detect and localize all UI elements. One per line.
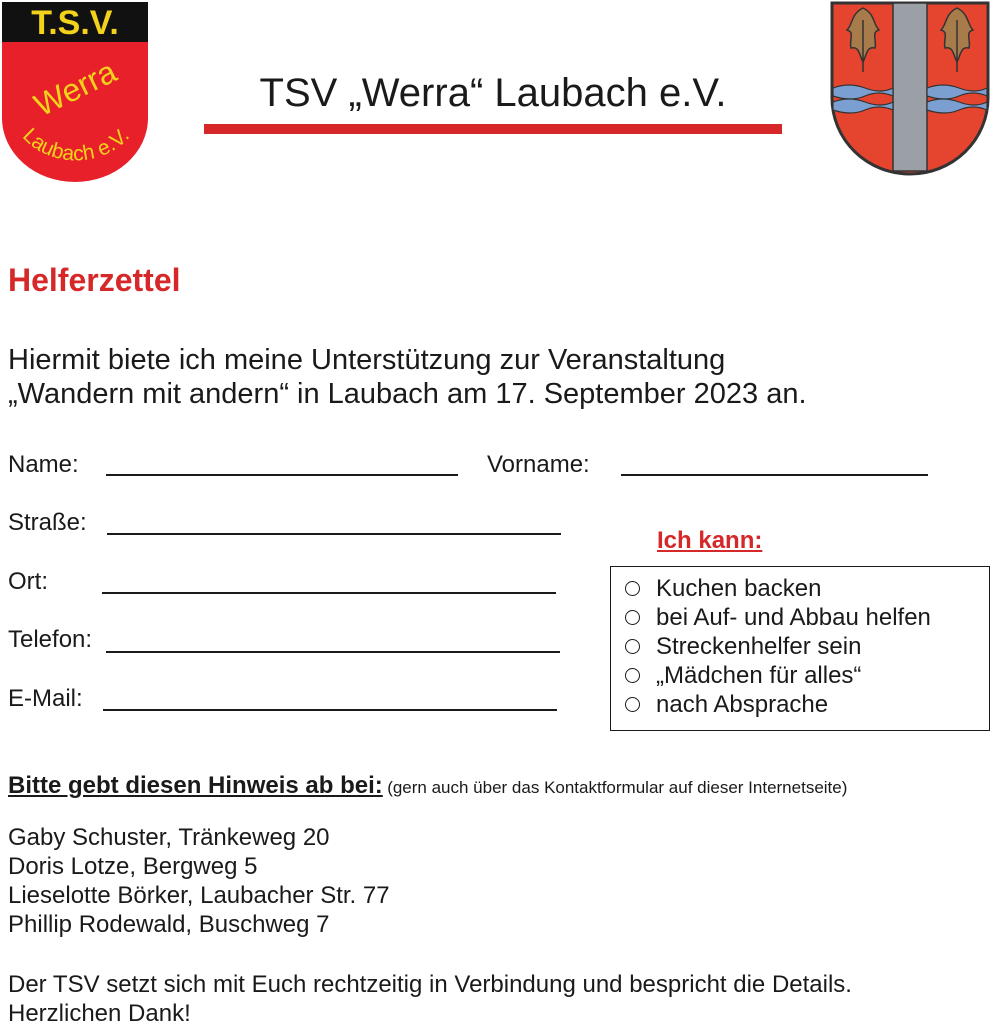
radio-circle-icon[interactable]: [625, 639, 640, 654]
closing-line-1: Der TSV setzt sich mit Euch rechtzeitig in Verbindung und bespricht die Details.: [8, 971, 852, 998]
closing-line-2: Herzlichen Dank!: [8, 1000, 191, 1027]
strasse-label: Straße:: [8, 509, 87, 536]
logo-top-text: T.S.V.: [31, 4, 119, 42]
telefon-field-line[interactable]: [106, 651, 560, 653]
intro-line-1: Hiermit biete ich meine Unterstützung zur Veranstaltung: [8, 344, 726, 376]
vorname-label: Vorname:: [487, 451, 590, 478]
radio-circle-icon[interactable]: [625, 697, 640, 712]
ort-label: Ort:: [8, 568, 48, 595]
club-logo: [0, 0, 150, 182]
coat-of-arms: [829, 0, 991, 176]
form-heading: Helferzettel: [8, 262, 181, 298]
option-item[interactable]: [625, 574, 821, 603]
telefon-label: Telefon:: [8, 626, 93, 653]
option-label: „Mädchen für alles“: [656, 661, 862, 689]
options-box: [610, 566, 990, 731]
name-field-line[interactable]: [106, 474, 458, 476]
radio-circle-icon[interactable]: [625, 610, 640, 625]
contact-line: Doris Lotze, Bergweg 5: [8, 853, 258, 880]
logo-bottom-text: Laubach e.V.: [18, 123, 134, 166]
radio-circle-icon[interactable]: [625, 581, 640, 596]
option-item[interactable]: [625, 690, 828, 719]
option-item[interactable]: [625, 603, 931, 632]
vorname-field-line[interactable]: [621, 474, 928, 476]
contact-line: Gaby Schuster, Tränkeweg 20: [8, 824, 330, 851]
contact-line: Lieselotte Börker, Laubacher Str. 77: [8, 882, 390, 909]
submit-heading: Bitte gebt diesen Hinweis ab bei:: [8, 772, 383, 799]
radio-circle-icon[interactable]: [625, 668, 640, 683]
strasse-field-line[interactable]: [107, 533, 561, 535]
ort-field-line[interactable]: [102, 592, 556, 594]
contact-line: Phillip Rodewald, Buschweg 7: [8, 911, 330, 938]
submit-hint: [8, 772, 847, 800]
logo-middle-text: Werra: [28, 52, 122, 124]
organization-title: TSV „Werra“ Laubach e.V.: [259, 71, 727, 115]
email-label: E-Mail:: [8, 685, 83, 712]
option-label: Streckenhelfer sein: [656, 632, 862, 660]
intro-line-2: „Wandern mit andern“ in Laubach am 17. September 2023 an.: [8, 378, 807, 410]
submit-note: (gern auch über das Kontaktformular auf dieser Internetseite): [387, 778, 848, 797]
option-label: Kuchen backen: [656, 574, 822, 602]
title-underline: [204, 124, 782, 134]
options-heading: Ich kann:: [657, 527, 763, 554]
name-label: Name:: [8, 451, 79, 478]
email-field-line[interactable]: [103, 709, 557, 711]
option-item[interactable]: [625, 632, 861, 661]
option-item[interactable]: [625, 661, 861, 690]
option-label: bei Auf- und Abbau helfen: [656, 603, 931, 631]
option-label: nach Absprache: [656, 690, 829, 718]
